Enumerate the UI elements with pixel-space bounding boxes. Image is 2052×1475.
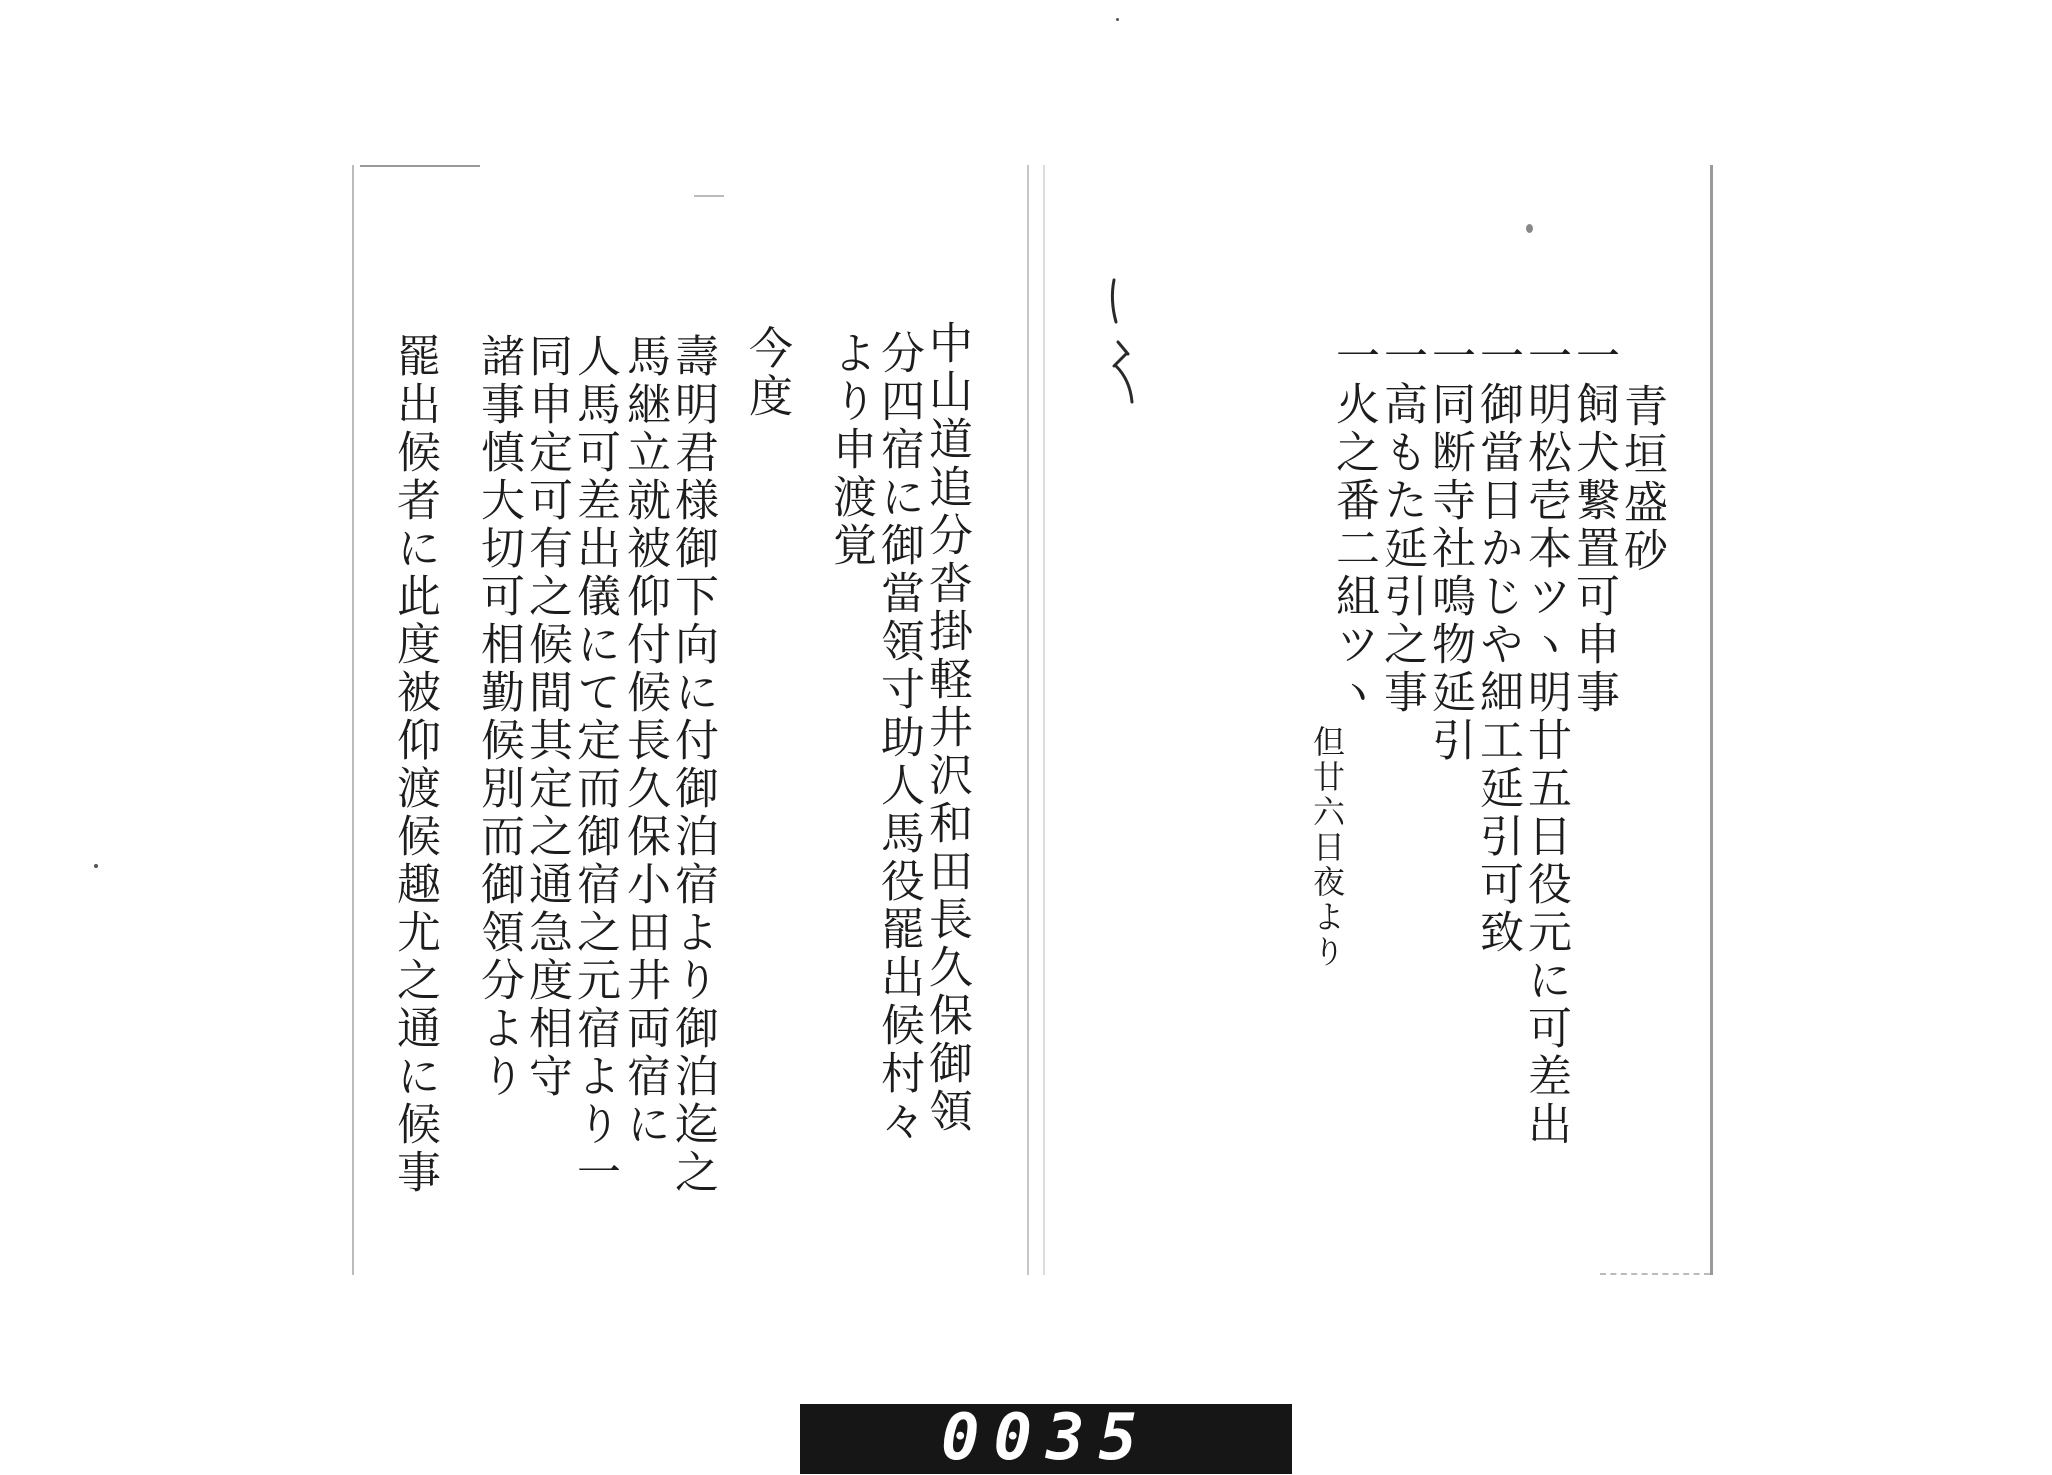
left-page <box>352 165 1034 1275</box>
left-col-1: 中山道追分沓掛軽井沢和田長久保御領 <box>921 320 972 1136</box>
right-item-4: 一同断寺社鳴物延引 <box>1424 333 1475 765</box>
right-page <box>1041 165 1713 1275</box>
folio-glyph <box>1100 270 1140 420</box>
left-col-9: 諸事慎大切可相勤候別而御領分より <box>473 333 524 1101</box>
left-col-6: 馬継立就被仰付候長久保小田井両宿に <box>619 333 670 1149</box>
page-edge-line <box>1600 1273 1710 1275</box>
left-col-8: 同申定可有之候間其定之通急度相守 <box>521 333 572 1101</box>
right-title: 青垣盛砂 <box>1616 383 1667 575</box>
archive-number: 0035 <box>940 1401 1152 1475</box>
left-col-3: より申渡覚 <box>825 330 876 570</box>
page-edge-line <box>360 165 480 167</box>
page-edge-line <box>694 195 724 197</box>
right-item-1: 一飼犬繋置可申事 <box>1568 333 1619 717</box>
scan-speck <box>1116 18 1119 21</box>
left-col-4: 今度 <box>741 325 792 421</box>
left-col-7: 人馬可差出儀にて定而御宿之元宿より一 <box>569 333 620 1197</box>
left-col-2: 分四宿に御當領寸助人馬役罷出候村々 <box>873 330 924 1146</box>
right-item-2: 一明松壱本ツヽ明廿五日役元に可差出 <box>1520 333 1571 1149</box>
right-note: 但廿六日夜より <box>1308 725 1346 970</box>
scan-speck <box>94 864 98 868</box>
right-item-3: 一御當日かじや細工延引可致 <box>1472 333 1523 957</box>
right-item-6: 一火之番二組ツヽ <box>1328 333 1379 717</box>
right-item-5: 一高もた延引之事 <box>1376 333 1427 717</box>
archive-label <box>800 1401 1292 1475</box>
folio-mark <box>1100 270 1140 424</box>
left-col-10: 罷出候者に此度被仰渡候趣尤之通に候事 <box>389 333 440 1197</box>
left-col-5: 壽明君様御下向に付御泊宿より御泊迄之 <box>667 333 718 1197</box>
